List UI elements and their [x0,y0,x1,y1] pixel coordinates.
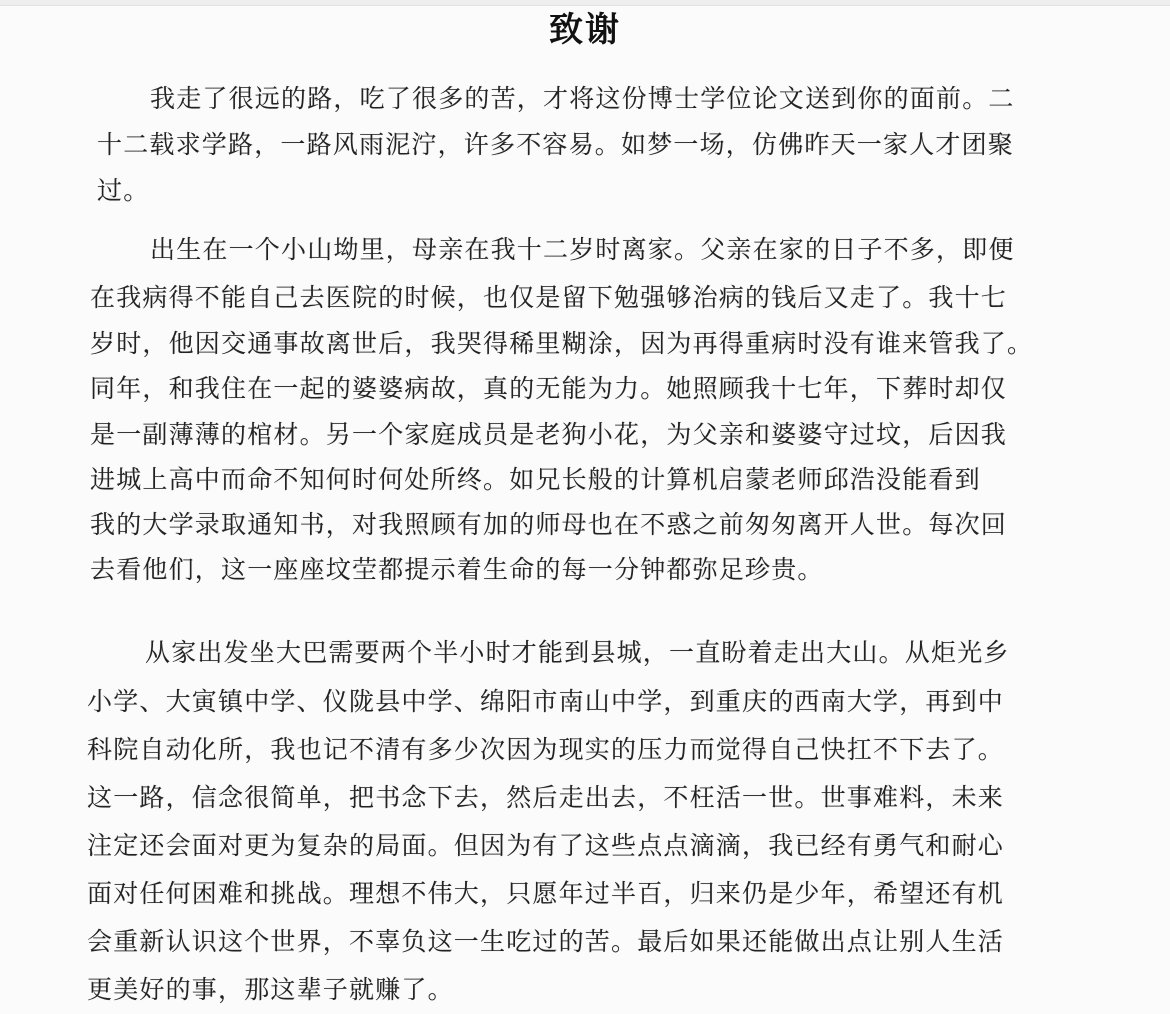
text-line: 进城上高中而命不知何时何处所终。如兄长般的计算机启蒙老师邱浩没能看到 [90,465,981,494]
text-line: 这一路，信念很简单，把书念下去，然后走出去，不枉活一世。世事难料，未来 [87,783,1005,812]
text-line: 十二载求学路，一路风雨泥泞，许多不容易。如梦一场，仿佛昨天一家人才团聚 [97,130,1015,159]
text-line: 同年，和我住在一起的婆婆病故，真的无能为力。她照顾我十七年，下葬时却仅 [90,374,1008,403]
text-line: 更美好的事，那这辈子就赚了。 [87,975,454,1004]
text-line: 从家出发坐大巴需要两个半小时才能到县城，一直盼着走出大山。从炬光乡 [145,638,1010,667]
text-line: 科院自动化所，我也记不清有多少次因为现实的压力而觉得自己快扛不下去了。 [87,735,1005,764]
text-line: 岁时，他因交通事故离世后，我哭得稀里糊涂，因为再得重病时没有谁来管我了。 [90,329,1034,358]
text-line: 是一副薄薄的棺材。另一个家庭成员是老狗小花，为父亲和婆婆守过坟，后因我 [90,420,1008,449]
text-line: 出生在一个小山坳里，母亲在我十二岁时离家。父亲在家的日子不多，即便 [150,235,1015,264]
text-line: 在我病得不能自己去医院的时候，也仅是留下勉强够治病的钱后又走了。我十七 [90,283,1008,312]
text-line: 我走了很远的路，吃了很多的苦，才将这份博士学位论文送到你的面前。二 [150,84,1015,113]
page-title: 致谢 [549,10,621,50]
text-line: 过。 [97,176,150,205]
text-line: 会重新认识这个世界，不辜负这一生吃过的苦。最后如果还能做出点让别人生活 [87,927,1005,956]
text-line: 去看他们，这一座座坟茔都提示着生命的每一分钟都弥足珍贵。 [90,555,824,584]
text-line: 面对任何困难和挑战。理想不伟大，只愿年过半百，归来仍是少年，希望还有机 [87,879,1005,908]
text-line: 注定还会面对更为复杂的局面。但因为有了这些点点滴滴，我已经有勇气和耐心 [87,831,1005,860]
text-line: 我的大学录取通知书，对我照顾有加的师母也在不惑之前匆匆离开人世。每次回 [90,510,1008,539]
text-line: 小学、大寅镇中学、仪陇县中学、绵阳市南山中学，到重庆的西南大学，再到中 [87,687,1005,716]
